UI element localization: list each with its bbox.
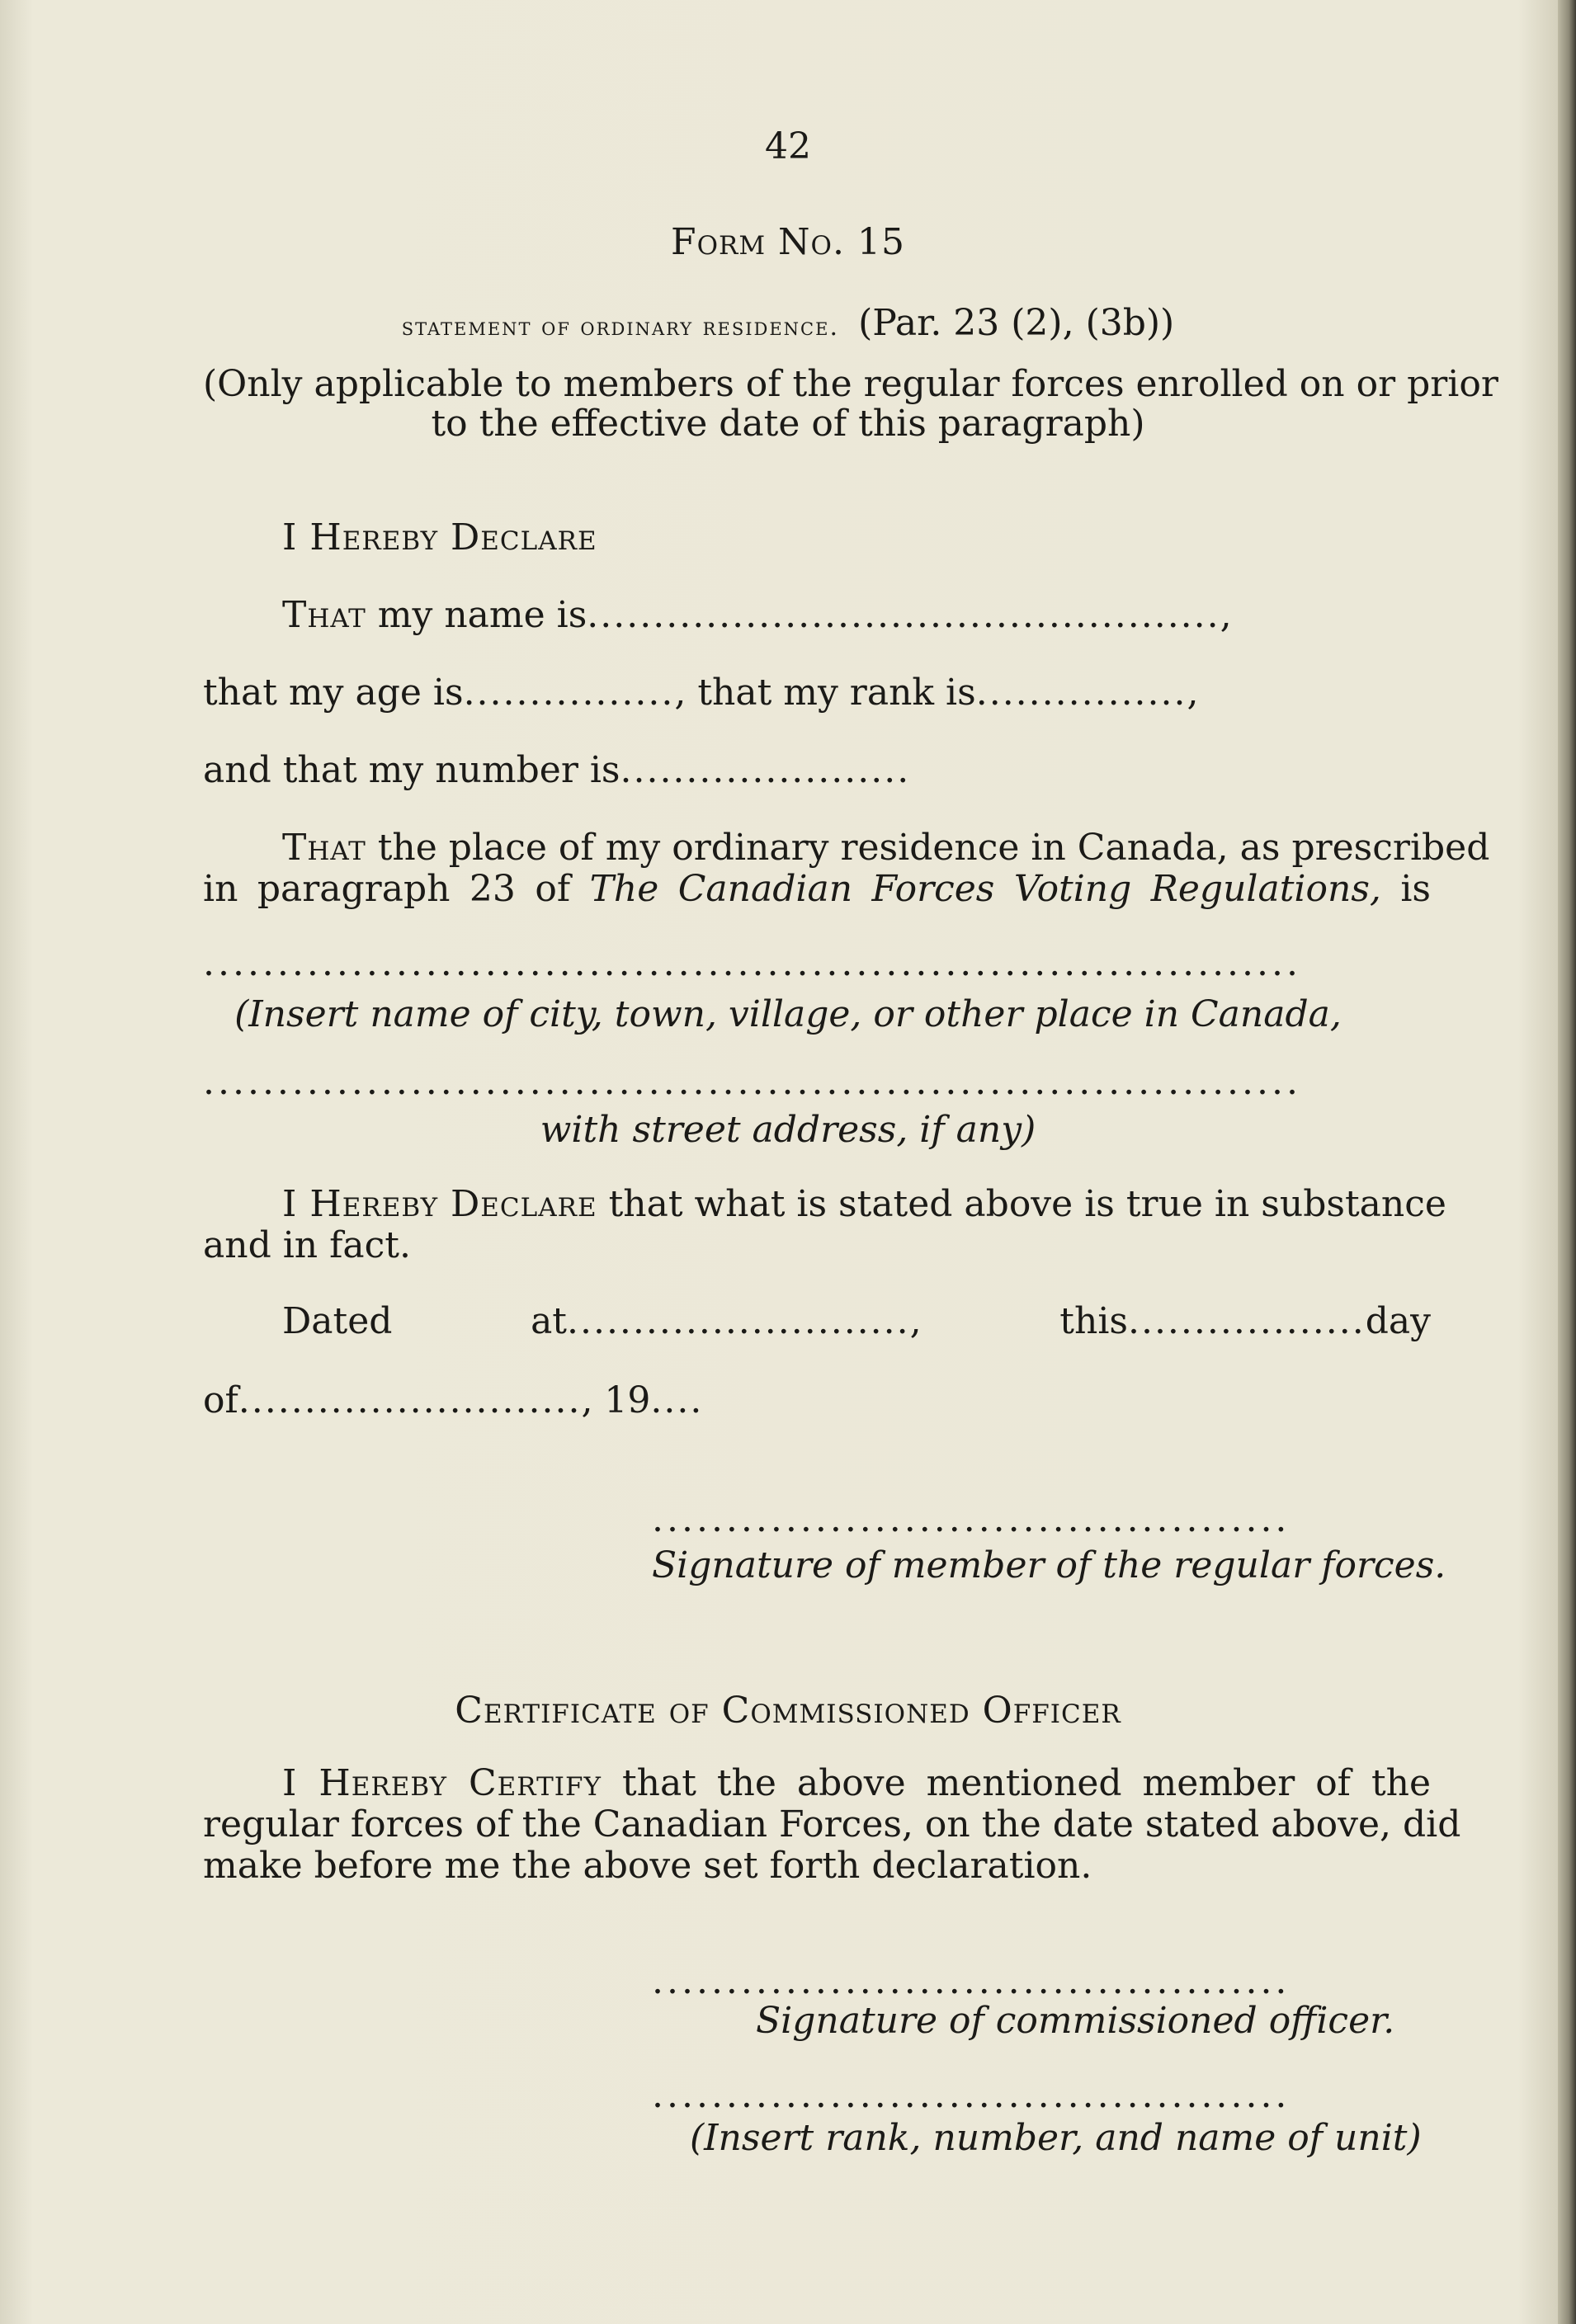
residence-line-2 — [203, 868, 1431, 910]
rank-label: , that my rank is — [674, 672, 976, 714]
residence-text-2a: in paragraph 23 of — [203, 868, 571, 910]
statement-heading: statement of ordinary residence. — [401, 313, 839, 342]
residence-text-1: the place of my ordinary residence in Canada, as prescribed — [366, 827, 1490, 869]
certify-smallcaps: I Hereby Certify — [282, 1762, 602, 1804]
name-label: my name is — [366, 594, 587, 636]
year-blank: .... — [650, 1379, 704, 1421]
residence-line-1 — [282, 827, 1489, 869]
officer-rank-line: ........................................... — [652, 2074, 1291, 2116]
of-line — [203, 1379, 703, 1421]
name-line — [282, 594, 1232, 636]
form-title: Form No. 15 — [671, 221, 905, 263]
rank-end: , — [1187, 672, 1199, 714]
page-number: 42 — [765, 125, 811, 167]
certify-text-1: that the above mentioned member of the — [601, 1762, 1431, 1804]
statement-reference: (Par. 23 (2), (3b)) — [858, 302, 1175, 344]
declare-heading: I Hereby Declare — [282, 516, 597, 559]
street-blank-line: .......................................................................... — [203, 1061, 1301, 1103]
day-label: day — [1365, 1300, 1431, 1342]
dated-blank: .......................... — [566, 1300, 910, 1342]
rank-blank: ................ — [975, 672, 1187, 714]
statement-heading-line — [0, 302, 1576, 344]
dated-label: Dated at — [282, 1300, 567, 1342]
truth-line-2: and in fact. — [203, 1224, 411, 1266]
this-blank: .................. — [1127, 1300, 1366, 1342]
certify-line-2: regular forces of the Canadian Forces, on the date stated above, did — [203, 1803, 1461, 1846]
age-rank-line — [203, 672, 1199, 714]
age-blank: ................ — [463, 672, 675, 714]
name-blank: ................................................ — [587, 594, 1220, 636]
applicability-line-1: (Only applicable to members of the regular forces enrolled on or prior — [203, 363, 1498, 405]
number-blank: ...................... — [620, 749, 911, 791]
book-spine-edge — [1558, 0, 1576, 2324]
age-label: that my age is — [203, 672, 464, 714]
officer-signature-caption: Signature of commissioned officer. — [756, 2000, 1395, 2042]
number-label: and that my number is — [203, 749, 620, 791]
applicability-line-2: to the effective date of this paragraph) — [431, 403, 1145, 445]
number-line — [203, 749, 910, 791]
regulations-title: The Canadian Forces Voting Regulations, — [589, 868, 1381, 910]
residence-text-2c: is — [1400, 868, 1431, 910]
truth-smallcaps: I Hereby Declare — [282, 1183, 597, 1225]
insert-place-caption: (Insert name of city, town, village, or other place in Canada, — [234, 993, 1342, 1035]
of-blank: .......................... — [238, 1379, 582, 1421]
residence-smallcaps: That — [282, 827, 366, 869]
street-caption: with street address, if any) — [540, 1109, 1036, 1151]
officer-signature-line: ........................................... — [652, 1960, 1291, 2002]
certificate-heading: Certificate of Commissioned Officer — [455, 1690, 1121, 1732]
officer-rank-caption: (Insert rank, number, and name of unit) — [690, 2117, 1422, 2159]
certify-line-3: make before me the above set forth declaration. — [203, 1845, 1092, 1887]
name-end: , — [1220, 594, 1232, 636]
year-label: , 19 — [581, 1379, 651, 1421]
name-label-smallcaps: That — [282, 594, 366, 636]
truth-line-1 — [282, 1183, 1446, 1225]
member-signature-caption: Signature of member of the regular forces. — [652, 1544, 1446, 1586]
member-signature-line: ........................................... — [652, 1498, 1291, 1540]
of-label: of — [203, 1379, 238, 1421]
certify-line-1 — [282, 1762, 1431, 1804]
dated-line — [282, 1300, 1431, 1342]
this-label: , this — [909, 1300, 1128, 1342]
place-blank-line: .......................................................................... — [203, 942, 1301, 984]
truth-text-1: that what is stated above is true in substance — [597, 1183, 1446, 1225]
